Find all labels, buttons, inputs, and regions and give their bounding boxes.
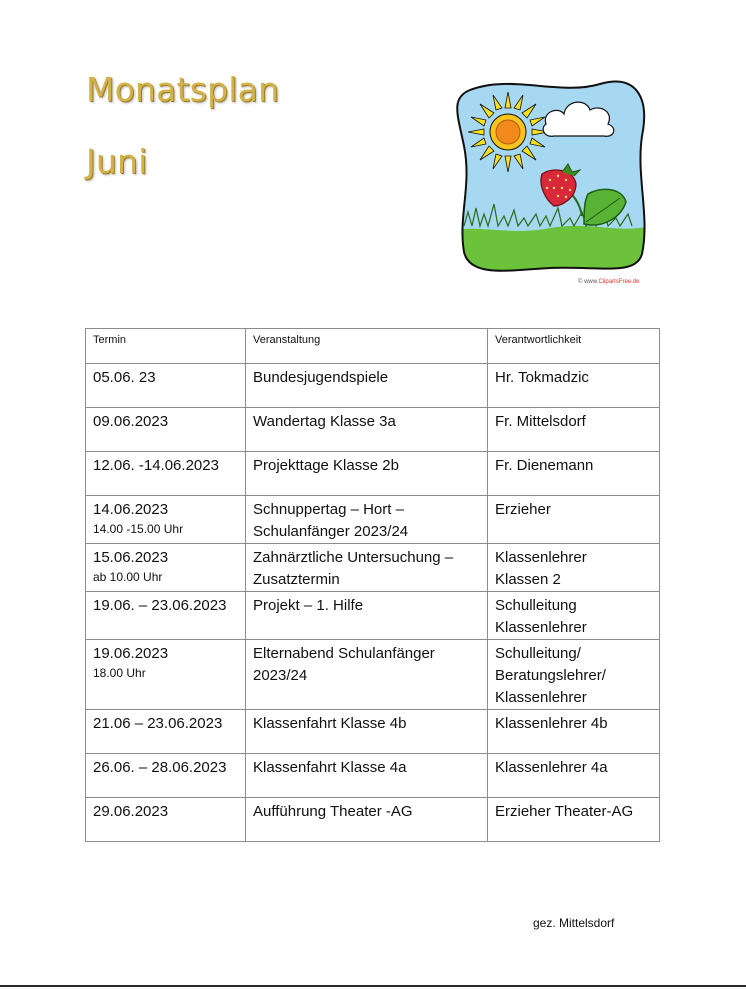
cell-responsible — [488, 544, 660, 592]
page-bottom-rule — [0, 985, 746, 987]
table-row — [86, 592, 660, 640]
cell-event — [246, 710, 488, 754]
cell-responsible — [488, 452, 660, 496]
event-text: Schnuppertag – Hort – — [253, 501, 404, 518]
event-text: Zahnärztliche Untersuchung – — [253, 549, 454, 566]
header-responsible: Verantwortlichkeit — [488, 329, 660, 364]
responsible-text: Schulleitung — [495, 597, 577, 614]
cell-responsible — [488, 408, 660, 452]
date-text: 19.06.2023 — [93, 645, 169, 662]
table-row — [86, 544, 660, 592]
cell-date — [86, 754, 246, 798]
image-credit — [578, 279, 639, 285]
cell-date — [86, 544, 246, 592]
cell-date — [86, 496, 246, 544]
cell-date — [86, 592, 246, 640]
cell-responsible — [488, 798, 660, 842]
date-text: 14.06.2023 — [93, 501, 169, 518]
cell-event — [246, 754, 488, 798]
cell-responsible — [488, 710, 660, 754]
date-time-note: 18.00 Uhr — [93, 666, 146, 680]
responsible-text: Schulleitung/ — [495, 645, 581, 662]
event-text: Klassenfahrt Klasse 4b — [253, 715, 407, 732]
table-row — [86, 364, 660, 408]
date-text: 12.06. -14.06.2023 — [93, 457, 219, 474]
cell-date — [86, 364, 246, 408]
schedule-table — [85, 328, 660, 842]
date-text: 15.06.2023 — [93, 549, 169, 566]
cell-event — [246, 592, 488, 640]
cell-event — [246, 798, 488, 842]
date-time-note: 14.00 -15.00 Uhr — [93, 522, 184, 536]
responsible-text: Klassenlehrer — [495, 549, 587, 566]
table-row — [86, 754, 660, 798]
table-row — [86, 640, 660, 710]
responsible-text: Fr. Dienemann — [495, 457, 594, 474]
date-text: 09.06.2023 — [93, 413, 169, 430]
cell-event — [246, 452, 488, 496]
responsible-text: Erzieher — [495, 501, 551, 518]
event-text: Aufführung Theater -AG — [253, 803, 413, 820]
page-title: Monatsplan — [86, 70, 280, 109]
cell-event — [246, 364, 488, 408]
table-row — [86, 710, 660, 754]
cell-event — [246, 408, 488, 452]
cell-event — [246, 640, 488, 710]
responsible-text-line2: Klassen 2 — [495, 571, 561, 588]
table-header-row — [86, 329, 660, 364]
responsible-text: Fr. Mittelsdorf — [495, 413, 586, 430]
event-text-line2: 2023/24 — [253, 667, 308, 684]
responsible-text: Klassenlehrer 4b — [495, 715, 608, 732]
cell-date — [86, 640, 246, 710]
date-text: 26.06. – 28.06.2023 — [93, 759, 227, 776]
date-text: 21.06 – 23.06.2023 — [93, 715, 223, 732]
responsible-text-line2: Klassenlehrer — [495, 619, 587, 636]
header-date: Termin — [86, 329, 246, 364]
cell-date — [86, 408, 246, 452]
table-row — [86, 408, 660, 452]
date-time-note: ab 10.00 Uhr — [93, 570, 163, 584]
cell-responsible — [488, 496, 660, 544]
table-row — [86, 496, 660, 544]
header-event: Veranstaltung — [246, 329, 488, 364]
event-text-line2: Schulanfänger 2023/24 — [253, 523, 409, 540]
table-row — [86, 452, 660, 496]
responsible-text-line3: Klassenlehrer — [495, 689, 587, 706]
cell-responsible — [488, 592, 660, 640]
sun-strawberry-illustration — [450, 76, 650, 272]
cell-date — [86, 798, 246, 842]
responsible-text-line2: Beratungslehrer/ — [495, 667, 606, 684]
cell-event — [246, 496, 488, 544]
event-text: Projekt – 1. Hilfe — [253, 597, 364, 614]
signature: gez. Mittelsdorf — [533, 916, 615, 930]
cell-date — [86, 452, 246, 496]
responsible-text: Klassenlehrer 4a — [495, 759, 608, 776]
cell-responsible — [488, 640, 660, 710]
date-text: 29.06.2023 — [93, 803, 169, 820]
event-text: Elternabend Schulanfänger — [253, 645, 435, 662]
date-text: 19.06. – 23.06.2023 — [93, 597, 227, 614]
page-subtitle-month: Juni — [86, 142, 148, 181]
event-text: Klassenfahrt Klasse 4a — [253, 759, 407, 776]
image-credit-brand: ClipartsFree.de — [598, 279, 640, 285]
event-text: Wandertag Klasse 3a — [253, 413, 396, 430]
date-text: 05.06. 23 — [93, 369, 156, 386]
cell-date — [86, 710, 246, 754]
event-text: Bundesjugendspiele — [253, 369, 389, 386]
cell-responsible — [488, 754, 660, 798]
responsible-text: Hr. Tokmadzic — [495, 369, 589, 386]
image-credit-prefix: © www. — [578, 279, 599, 285]
event-text-line2: Zusatztermin — [253, 571, 340, 588]
table-row — [86, 798, 660, 842]
cell-event — [246, 544, 488, 592]
cell-responsible — [488, 364, 660, 408]
responsible-text: Erzieher Theater-AG — [495, 803, 634, 820]
event-text: Projekttage Klasse 2b — [253, 457, 399, 474]
